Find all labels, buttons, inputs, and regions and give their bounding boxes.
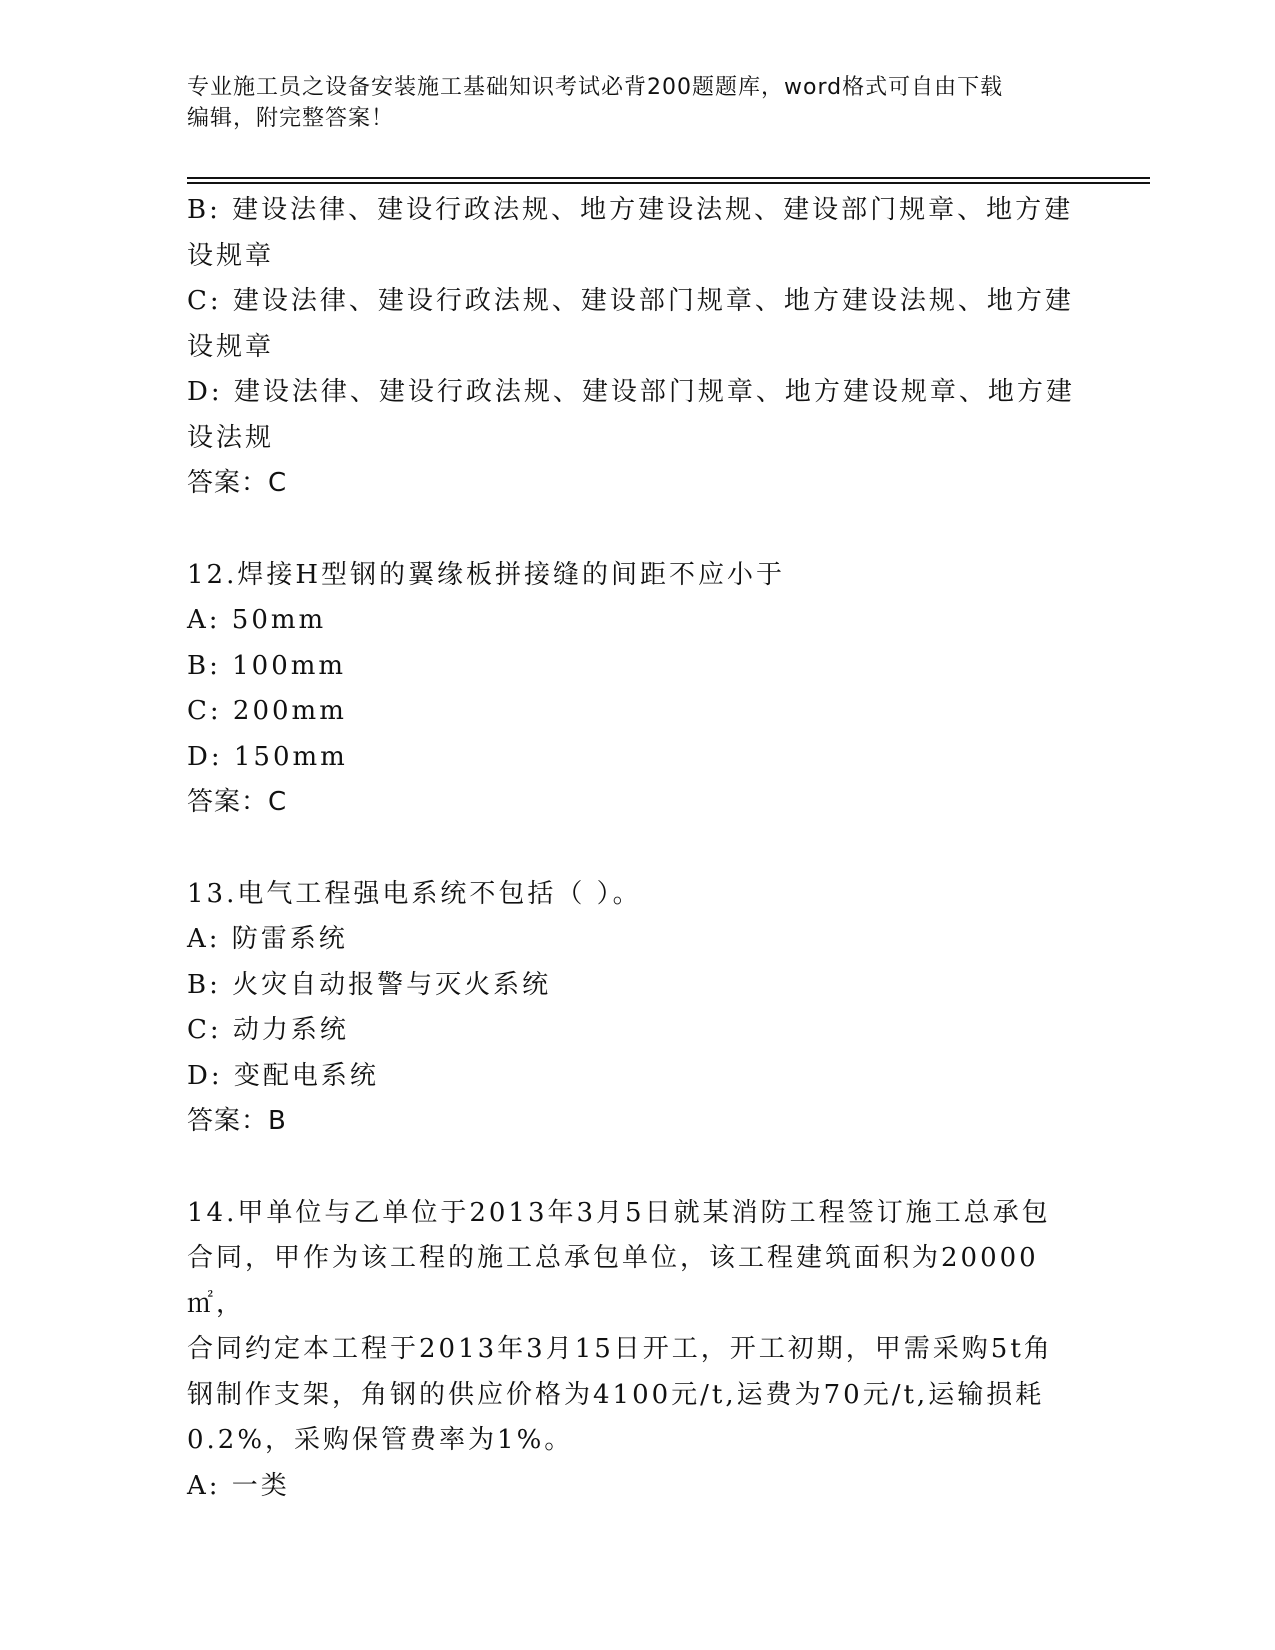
q14-question-line-2: 合同，甲作为该工程的施工总承包单位，该工程建筑面积为20000㎡， [187, 1243, 1039, 1319]
question-13-block [187, 872, 1087, 1145]
header-line-1: 专业施工员之设备安装施工基础知识考试必背200题题库，word格式可自由下载 [187, 75, 1004, 100]
q12-option-c: C: 200mm [187, 696, 347, 726]
q11-option-b-line-2: 设规章 [187, 240, 275, 271]
q13-option-d: D: 变配电系统 [187, 1060, 379, 1091]
q14-question-line-4: 钢制作支架，角钢的供应价格为4100元/t,运费为70元/t,运输损耗 [187, 1379, 1045, 1410]
q13-option-c: C: 动力系统 [187, 1015, 349, 1045]
question-11-block [187, 188, 1087, 507]
q12-question: 12.焊接H型钢的翼缘板拼接缝的间距不应小于 [187, 559, 786, 590]
q14-option-a: A: 一类 [187, 1470, 290, 1501]
q14-question-line-1: 14.甲单位与乙单位于2013年3月5日就某消防工程签订施工总承包 [187, 1197, 1051, 1228]
header-divider-bottom [187, 182, 1150, 184]
q14-question-line-3: 合同约定本工程于2013年3月15日开工，开工初期，甲需采购5t角 [187, 1334, 1053, 1364]
q11-answer: 答案：C [187, 468, 288, 498]
header-divider-top [187, 177, 1150, 179]
spacer [187, 826, 1087, 872]
spacer [187, 507, 1087, 553]
q13-answer: 答案：B [187, 1106, 287, 1136]
q13-option-a: A: 防雷系统 [187, 924, 348, 954]
q11-option-c-line-1: C: 建设法律、建设行政法规、建设部门规章、地方建设法规、地方建 [187, 286, 1074, 316]
q11-option-c-line-2: 设规章 [187, 331, 275, 362]
q13-option-b: B: 火灾自动报警与灭火系统 [187, 969, 552, 1000]
q12-option-a: A: 50mm [187, 605, 327, 635]
q12-option-d: D: 150mm [187, 741, 348, 772]
spacer [187, 1145, 1087, 1191]
q12-answer: 答案：C [187, 787, 288, 817]
q13-question: 13.电气工程强电系统不包括（ ）。 [187, 878, 642, 909]
q14-question-line-5: 0.2%，采购保管费率为1%。 [187, 1425, 574, 1455]
question-14-block [187, 1191, 1087, 1510]
document-body [187, 188, 1087, 1509]
header-line-2: 编辑，附完整答案！ [187, 106, 395, 131]
q11-option-b-line-1: B: 建设法律、建设行政法规、地方建设法规、建设部门规章、地方建 [187, 195, 1074, 225]
document-header [187, 72, 1087, 134]
q12-option-b: B: 100mm [187, 650, 347, 681]
question-12-block [187, 553, 1087, 826]
q11-option-d-line-1: D: 建设法律、建设行政法规、建设部门规章、地方建设规章、地方建 [187, 377, 1075, 407]
q11-option-d-line-2: 设法规 [187, 422, 275, 453]
